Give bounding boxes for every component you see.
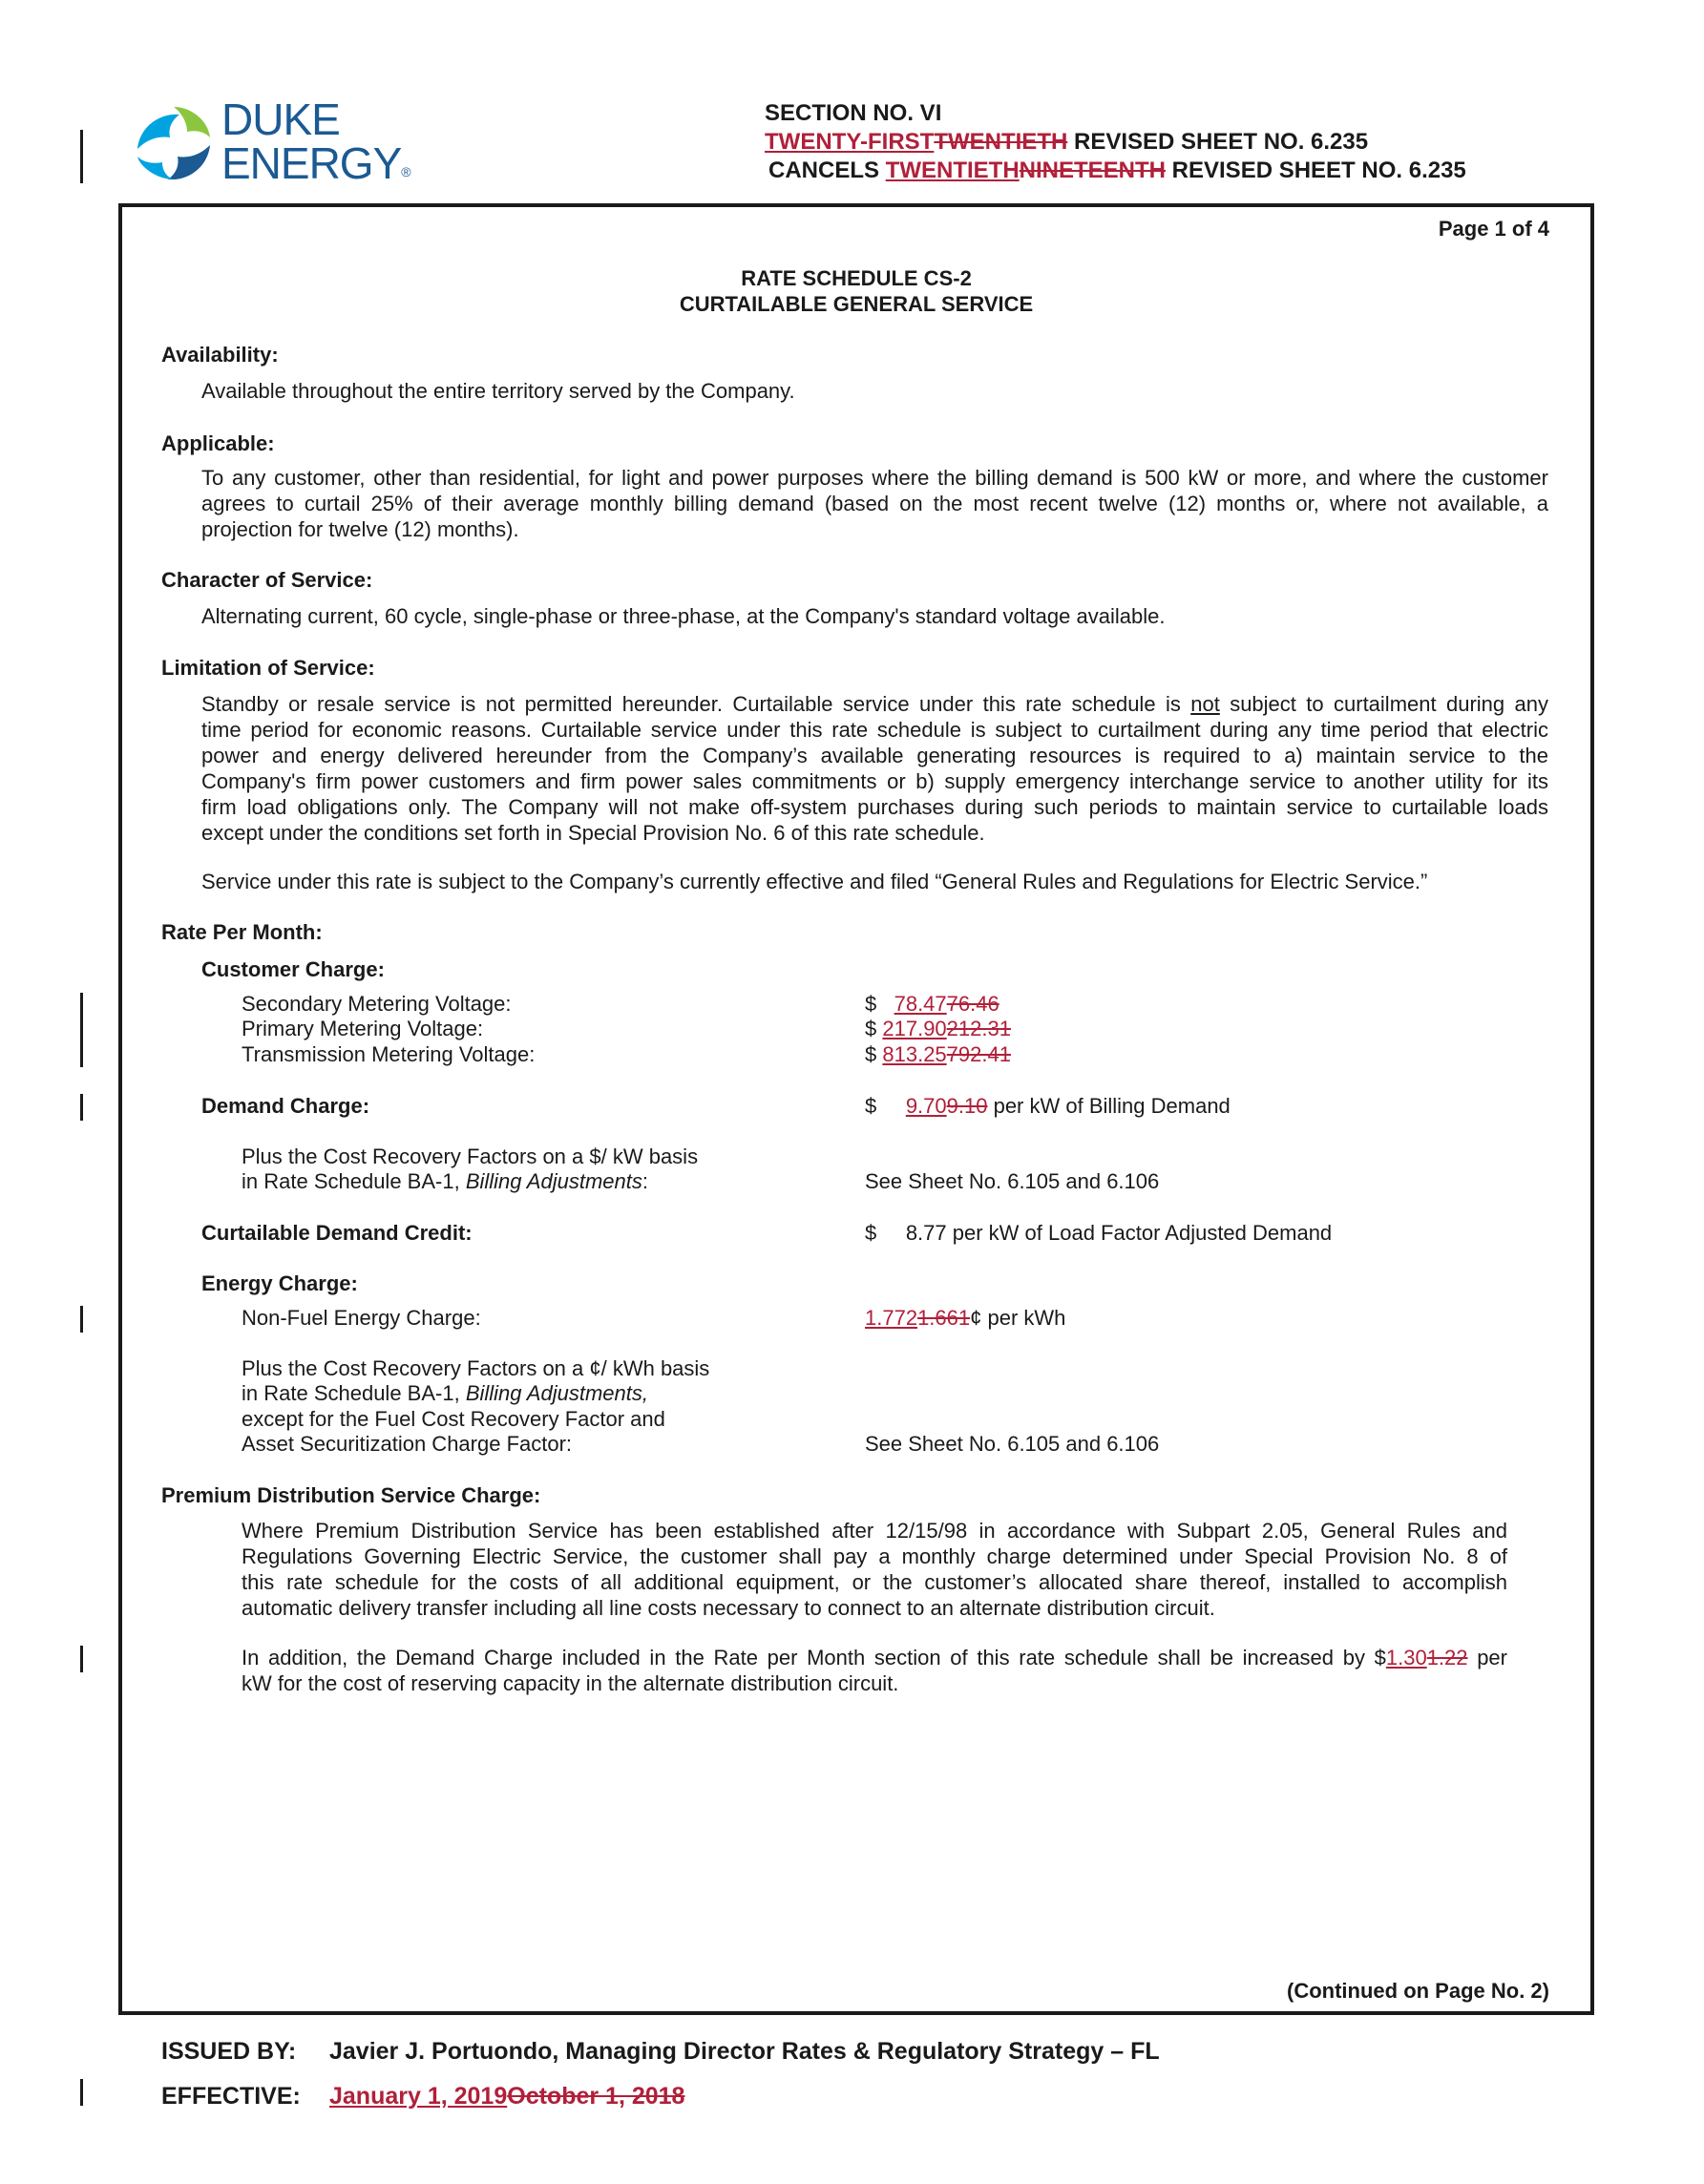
revision-bar (80, 2079, 83, 2106)
premium-paragraph (242, 1518, 1507, 1621)
text-run: In addition, the Demand Charge included in the Rate per Month section of this rate schedule shall be increased by $ (242, 1646, 1386, 1670)
demand-plus-line-1: Plus the Cost Recovery Factors on a $/ kW basis (242, 1144, 699, 1168)
value-inserted: 813.25 (882, 1042, 947, 1066)
revision-bar (80, 993, 83, 1067)
duke-energy-logo (130, 95, 416, 191)
paragraph-line (201, 691, 1548, 717)
energy-plus-line-2 (242, 1380, 648, 1406)
currency-symbol: $ (865, 992, 877, 1016)
value-inserted: 1.772 (865, 1306, 918, 1330)
sheet-suffix: REVISED SHEET NO. 6.235 (1067, 129, 1369, 155)
secondary-metering-value (865, 991, 999, 1017)
logo-line-2: ENERGY (221, 138, 402, 188)
value-deleted: 76.46 (946, 992, 999, 1016)
energy-plus-line-4: Asset Securitization Charge Factor: (242, 1432, 573, 1456)
character-text: Alternating current, 60 cycle, single-phase or three-phase, at the Company's standard voltage available. (201, 604, 1166, 628)
demand-charge-value (865, 1093, 1231, 1119)
text-run: : (642, 1169, 648, 1193)
paragraph-line: agrees to curtail 25% of their average monthly billing demand (based on the most recent twelve (12) months or, where not available, a (201, 492, 1548, 515)
section-number: SECTION NO. VI (765, 100, 942, 126)
value-deleted: 1.661 (917, 1306, 971, 1330)
premium-addition-line-1 (242, 1645, 1507, 1670)
sheet-revision-deleted: TWENTIETH (934, 129, 1068, 155)
limitation-paragraph (201, 691, 1548, 846)
paragraph-line: Regulations Governing Electric Service, the customer shall pay a monthly charge determined under Special Provision No. 8 of (242, 1544, 1507, 1568)
paragraph-line: this rate schedule for the costs of all additional equipment, or the customer’s allocated share thereof, installed to accomplish (242, 1570, 1507, 1594)
text-run: in Rate Schedule BA-1, (242, 1381, 466, 1405)
transmission-metering-label: Transmission Metering Voltage: (242, 1042, 536, 1066)
transmission-metering-value (865, 1041, 1011, 1067)
premium-addition-line-2: kW for the cost of reserving capacity in the alternate distribution circuit. (242, 1671, 899, 1695)
effective-value (329, 2082, 684, 2110)
cancels-prefix: CANCELS (768, 158, 886, 183)
energy-charge-heading: Energy Charge: (201, 1271, 358, 1295)
currency-symbol: $ (865, 1094, 877, 1118)
demand-plus-line-2 (242, 1168, 648, 1194)
paragraph-line: time period for economic reasons. Curtailable service under this rate schedule is subject to curtailment during any time period that electric (201, 718, 1548, 742)
value-deleted: 792.41 (946, 1042, 1011, 1066)
premium-heading: Premium Distribution Service Charge: (161, 1483, 541, 1507)
value-deleted: 212.31 (946, 1017, 1011, 1040)
effective-date-inserted: January 1, 2019 (329, 2083, 508, 2110)
currency-symbol: $ (865, 1221, 877, 1245)
primary-metering-value (865, 1016, 1011, 1041)
cancels-sheet-line (768, 157, 1466, 185)
logo-wordmark (221, 94, 410, 196)
paragraph-line: except under the conditions set forth in Special Provision No. 6 of this rate schedule. (201, 821, 985, 845)
value-inserted: 1.30 (1385, 1646, 1427, 1670)
currency-symbol: $ (865, 1042, 877, 1066)
rate-schedule-subtitle: CURTAILABLE GENERAL SERVICE (679, 292, 1034, 316)
limitation-heading: Limitation of Service: (161, 656, 375, 680)
paragraph-line: To any customer, other than residential, for light and power purposes where the billing demand is 500 kW or more, and where the customer (201, 466, 1548, 490)
value-inserted: 217.90 (882, 1017, 947, 1040)
curtailable-credit-heading: Curtailable Demand Credit: (201, 1221, 473, 1245)
emphasis-not: not (1190, 692, 1220, 716)
revision-bar (80, 1646, 83, 1672)
billing-adjustments-italic: Billing Adjustments (465, 1169, 642, 1193)
energy-plus-line-1: Plus the Cost Recovery Factors on a ¢/ kWh basis (242, 1356, 710, 1380)
issued-by-value: Javier J. Portuondo, Managing Director Rates & Regulatory Strategy – FL (329, 2038, 1160, 2065)
curtailable-credit-value (865, 1220, 1332, 1246)
revision-bar (80, 130, 83, 183)
primary-metering-label: Primary Metering Voltage: (242, 1017, 484, 1040)
value-deleted: 1.22 (1426, 1646, 1468, 1670)
applicable-paragraph (201, 465, 1548, 542)
energy-see-sheet: See Sheet No. 6.105 and 6.106 (865, 1432, 1160, 1456)
paragraph-line: projection for twelve (12) months). (201, 517, 519, 541)
sheet-revision-inserted: TWENTY-FIRST (765, 129, 935, 155)
billing-adjustments-italic: Billing Adjustments, (465, 1381, 648, 1405)
energy-plus-line-3: except for the Fuel Cost Recovery Factor and (242, 1407, 665, 1431)
rate-per-month-heading: Rate Per Month: (161, 920, 323, 944)
currency-symbol: $ (865, 1017, 877, 1040)
customer-charge-heading: Customer Charge: (201, 957, 385, 981)
text-run: per (1467, 1646, 1507, 1670)
duke-energy-swirl-icon (130, 99, 218, 187)
secondary-metering-label: Secondary Metering Voltage: (242, 992, 512, 1016)
value-inserted: 78.47 (894, 992, 947, 1016)
page-number: Page 1 of 4 (1438, 217, 1549, 241)
text-run: Standby or resale service is not permitted hereunder. Curtailable service under this rate schedule is (201, 692, 1191, 716)
paragraph-line: Company's firm power customers and firm power sales commitments or b) supply emergency interchange service to another utility for its (201, 769, 1548, 793)
text-run: subject to curtailment during any (1219, 692, 1548, 716)
logo-line-1: DUKE (221, 94, 340, 144)
rate-schedule-title: RATE SCHEDULE CS-2 (741, 266, 972, 290)
applicable-heading: Applicable: (161, 431, 275, 455)
demand-charge-heading: Demand Charge: (201, 1094, 370, 1118)
cancels-suffix: REVISED SHEET NO. 6.235 (1166, 158, 1466, 183)
revision-bar (80, 1094, 83, 1121)
cancels-revision-deleted: NINETEENTH (1019, 158, 1166, 183)
unit-text: per kW of Billing Demand (987, 1094, 1231, 1118)
continued-note: (Continued on Page No. 2) (1287, 1979, 1549, 2003)
effective-date-deleted: October 1, 2018 (507, 2083, 685, 2110)
cancels-revision-inserted: TWENTIETH (885, 158, 1020, 183)
availability-text: Available throughout the entire territory served by the Company. (201, 379, 795, 403)
paragraph-line: power and energy delivered hereunder from the Company’s available generating resources is required to a) maintain service to the (201, 744, 1548, 767)
effective-label: EFFECTIVE: (161, 2083, 301, 2110)
revised-sheet-line (765, 128, 1368, 157)
general-rules-text: Service under this rate is subject to the Company’s currently effective and filed “General Rules and Regulations for Electric Service.” (201, 870, 1428, 893)
value-deleted: 9.10 (946, 1094, 988, 1118)
paragraph-line: Where Premium Distribution Service has been established after 12/15/98 in accordance with Subpart 2.05, General Rules and (242, 1519, 1507, 1543)
paragraph-line: firm load obligations only. The Company will not make off-system purchases during such periods to maintain service to curtailable loads (201, 795, 1548, 819)
value-inserted: 9.70 (905, 1094, 947, 1118)
character-heading: Character of Service: (161, 568, 373, 592)
non-fuel-energy-label: Non-Fuel Energy Charge: (242, 1306, 481, 1330)
non-fuel-energy-value (865, 1305, 1065, 1331)
availability-heading: Availability: (161, 343, 279, 367)
paragraph-line: automatic delivery transfer including all line costs necessary to connect to an alternate distribution circuit. (242, 1596, 1215, 1620)
issued-by-label: ISSUED BY: (161, 2038, 297, 2065)
revision-bar (80, 1306, 83, 1333)
credit-value-text: 8.77 per kW of Load Factor Adjusted Demand (905, 1221, 1333, 1245)
demand-see-sheet: See Sheet No. 6.105 and 6.106 (865, 1169, 1160, 1193)
logo-registered-mark: ® (401, 164, 410, 179)
text-run: in Rate Schedule BA-1, (242, 1169, 466, 1193)
unit-text: ¢ per kWh (970, 1306, 1066, 1330)
